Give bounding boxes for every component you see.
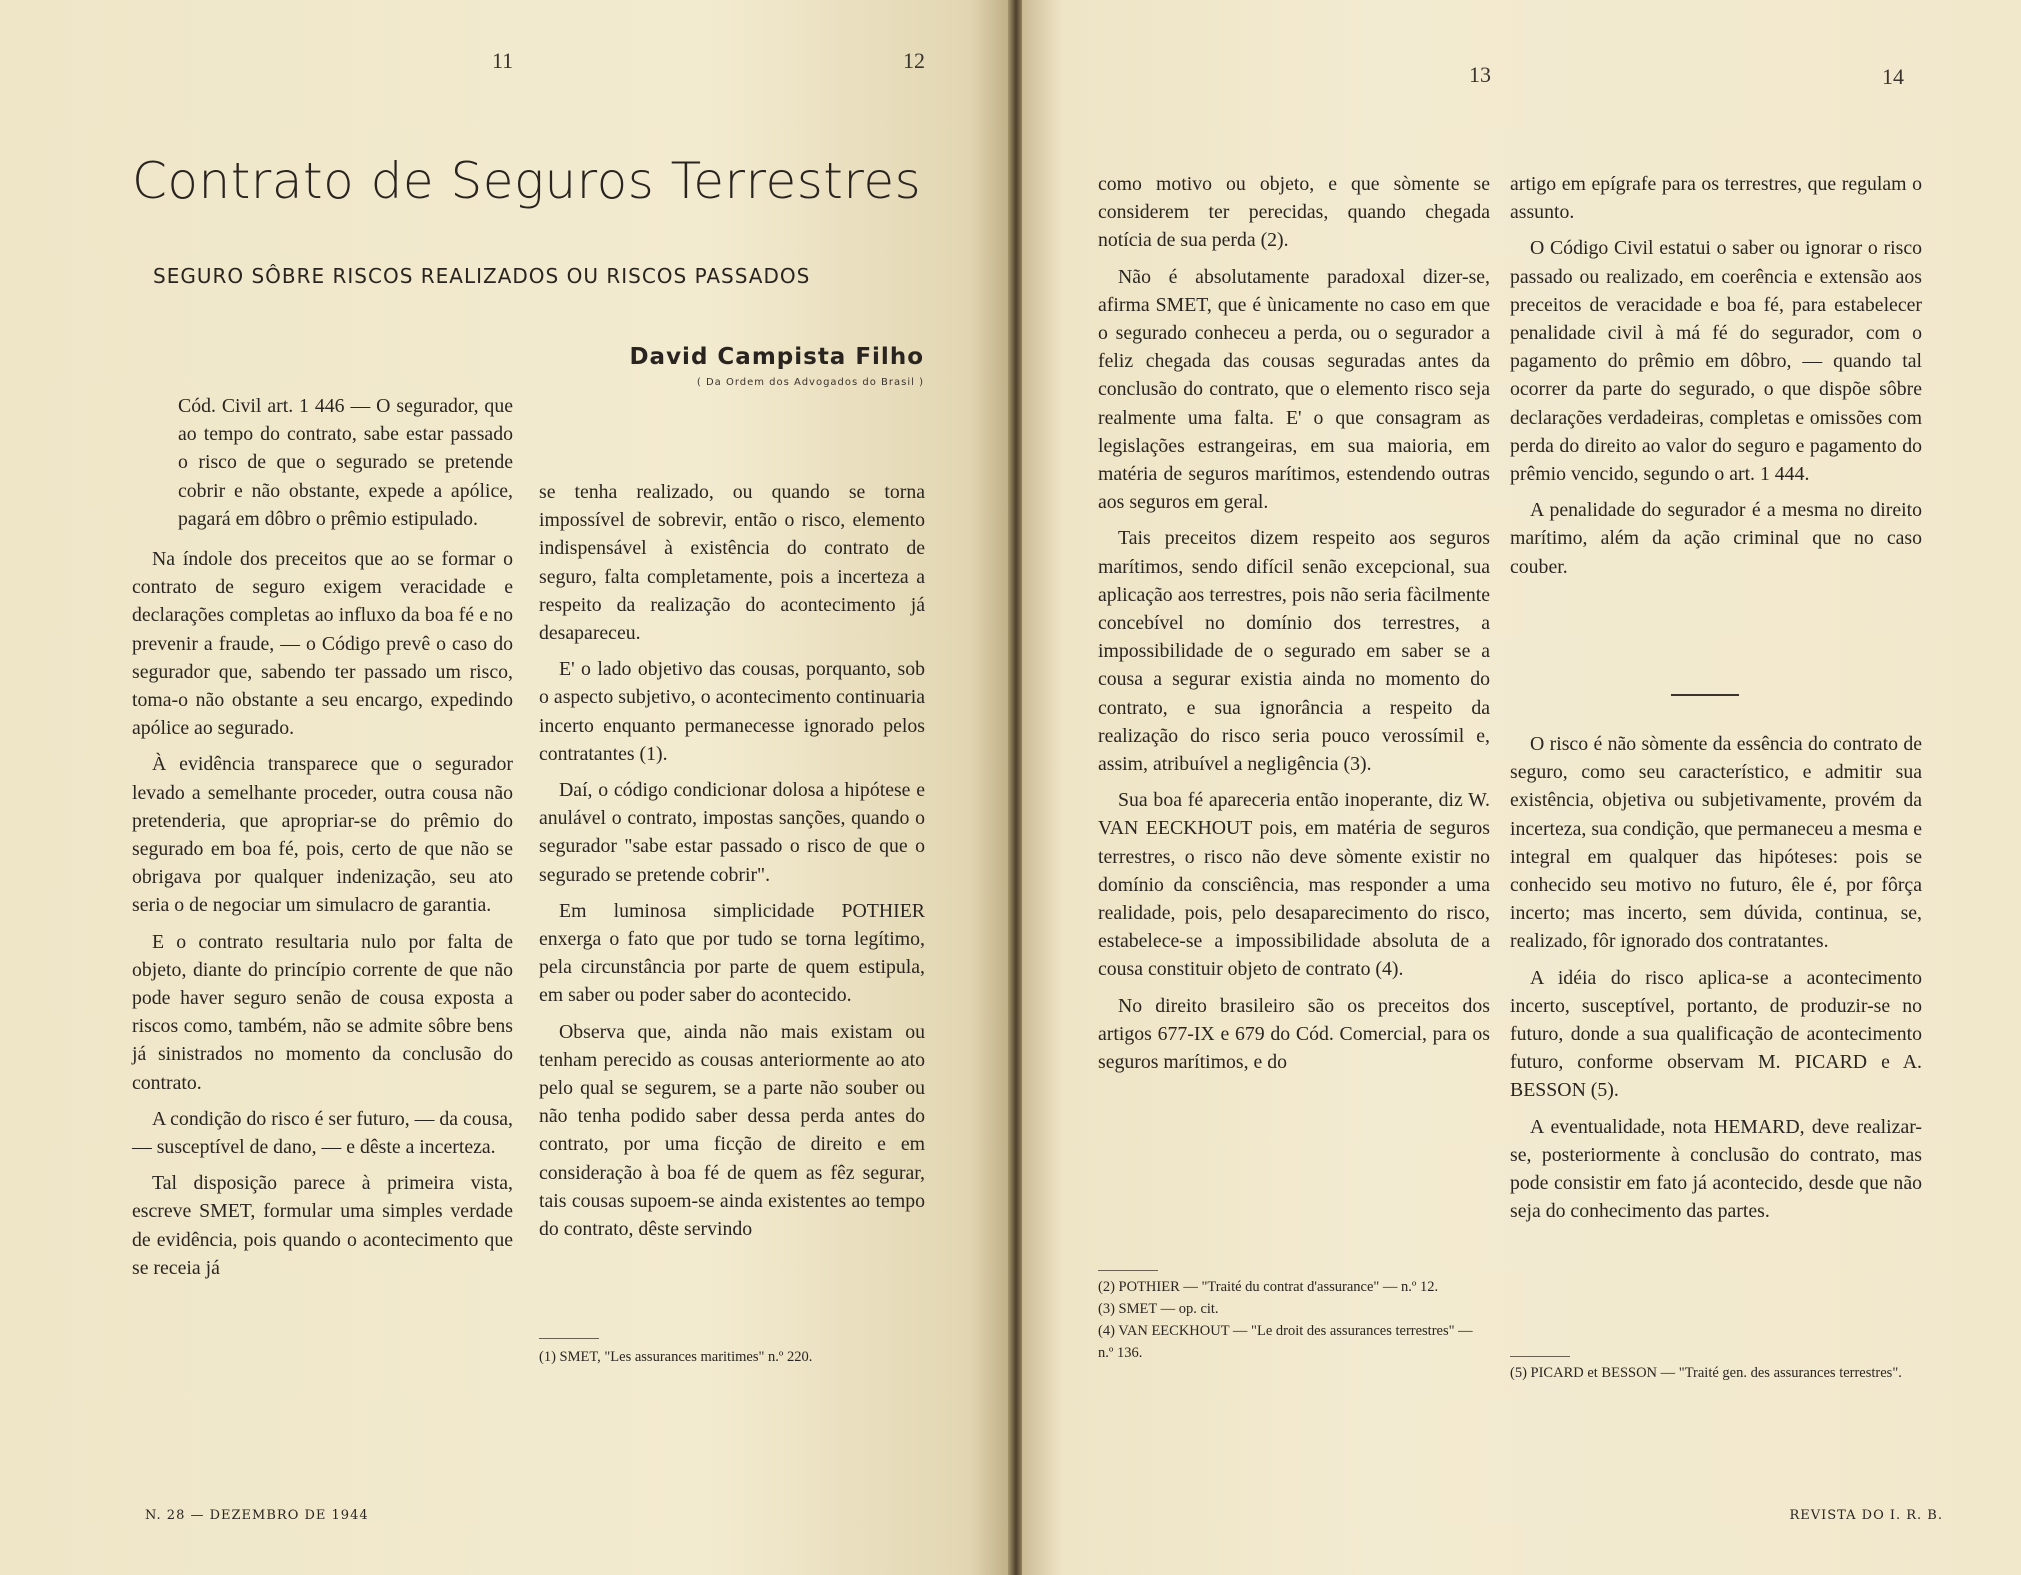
paragraph: O Código Civil estatui o saber ou ignorar o risco passado ou realizado, em coerência e extensão aos preceitos de veracidade e boa fé, para estabelecer penalidade civil à má fé do segurador, com o pagamento do prêmio em dôbro, — quando tal ocorrer da parte do segurado, o que dispõe sôbre declarações verdadeiras, completas e omissões com perda do direito ao valor do seguro e pagamento do prêmio vencido, segundo o art. 1 444. [1510,237,1922,486]
column-4-bottom [1510,730,1922,1225]
paragraph: O risco é não sòmente da essência do contrato de seguro, como seu característico, e admitir sua existência, objetiva ou subjetivamente, provém da incerteza, sua condição, que permaneceu a mesma e integral em qualquer das hipóteses: pois se conhecido seu motivo no futuro, êle é, por fôrça incerto; mas incerto, sem dúvida, continua, se, realizado, fôr ignorado dos contratantes. [1510,733,1922,953]
paragraph: Daí, o código condicionar dolosa a hipótese e anulável o contrato, impostas sanções, quando o segurador "sabe estar passado o risco de que o segurado se pretende cobrir". [539,779,925,886]
epigraph: Cód. Civil art. 1 446 — O segurador, que ao tempo do contrato, sabe estar passado o risco de que o segurado se pretende cobrir e não obstante, expede a apólice, pagará em dôbro o prêmio estipulado. [178,395,513,530]
right-page [1022,0,2021,1575]
paragraph: Sua boa fé apareceria então inoperante, diz W. VAN EECKHOUT pois, em matéria de seguros terrestres, o risco não deve sòmente existir no domínio da consciência, mas responder a uma realidade, pois, pelo desaparecimento do risco, estabelece-se a impossibilidade absoluta de a cousa constituir objeto de contrato (4). [1098,789,1490,981]
page-number-13: 13 [1469,62,1491,87]
footnotes-2-4: (2) POTHIER — "Traité du contrat d'assurance" — n.º 12. (3) SMET — op. cit. (4) VAN EECKHOUT — "Le droit des assurances terrestres" — n.º 136. [1098,1279,1473,1361]
section-separator [1671,694,1739,696]
author-affiliation: ( Da Ordem dos Advogados do Brasil ) [696,377,924,388]
paragraph: À evidência transparece que o segurador levado a semelhante proceder, outra cousa não pretenderia, que apropriar-se do prêmio do segurado em boa fé, pois, certo de que não se obrigava por qualquer indenização, seu ato seria o de negociar um simulacro de garantia. [132,753,513,917]
article-title: Contrato de Seguros Terrestres [132,152,922,210]
author-name: David Campista Filho [629,344,924,370]
paragraph: Observa que, ainda não mais existam ou tenham perecido as cousas anteriormente ao ato pelo qual se segurem, se a parte não souber ou não tenha podido saber dessa perda antes do contrato, por uma ficção de direito e em consideração à boa fé de quem as fêz segurar, tais cousas supoem-se ainda existentes ao tempo do contrato, dêste servindo [539,1020,925,1241]
paragraph: A condição do risco é ser futuro, — da cousa, — susceptível de dano, — e dêste a incerteza. [132,1107,513,1159]
paragraph: Não é absolutamente paradoxal dizer-se, afirma SMET, que é ùnicamente no caso em que o segurado conheceu a perda, ou o segurador a feliz chegada das cousas seguradas antes da conclusão do contrato, que o elemento risco seja realmente uma falta. E' o que consagram as legislações estrangeiras, em sua maioria, em matéria de seguros marítimos, estendendo outras aos seguros em geral. [1098,265,1490,514]
footnote-1: (1) SMET, "Les assurances maritimes" n.º 220. [539,1349,813,1365]
footnote-rule [539,1338,599,1339]
article-subtitle: SEGURO SÔBRE RISCOS REALIZADOS OU RISCOS PASSADOS [153,264,811,288]
paragraph: A eventualidade, nota HEMARD, deve realizar-se, posteriormente à conclusão do contrato, mas pode consistir em fato já acontecido, desde que não seja do conhecimento das partes. [1510,1115,1922,1223]
page-number-12: 12 [903,48,925,73]
paragraph: Tais preceitos dizem respeito aos seguros marítimos, sendo difícil senão excepcional, sua aplicação aos terrestres, pois não seria fàcilmente concebível no domínio dos terrestres, a impossibilidade de o segurado em saber se a cousa a segurar existia ainda no momento do contrato, e sua ignorância a respeito da realização do risco seria pouco verossímil e, assim, atribuível a negligência (3). [1098,527,1490,776]
footnote-rule [1510,1356,1570,1357]
paragraph: se tenha realizado, ou quando se torna impossível de sobrevir, então o risco, elemento indispensável à existência do contrato de seguro, falta completamente, pois a incerteza a respeito da realização do acontecimento já desapareceu. [539,481,925,645]
column-3 [1098,170,1490,1076]
page-number-14: 14 [1882,64,1904,89]
footer-issue: N. 28 — DEZEMBRO DE 1944 [145,1508,369,1523]
column-2 [539,478,925,1243]
paragraph: E' o lado objetivo das cousas, porquanto, sob o aspecto subjetivo, o acontecimento continuaria incerto enquanto permanecesse ignorado pelos contratantes (1). [539,658,925,765]
paragraph: como motivo ou objeto, e que sòmente se considerem ter perecidas, quando chegada notícia de sua perda (2). [1098,173,1490,252]
column-1 [132,392,513,1282]
footnote-rule [1098,1270,1158,1271]
paragraph: A idéia do risco aplica-se a acontecimento incerto, susceptível, portanto, de produzir-se no futuro, donde a sua qualificação de acontecimento futuro, conforme observam M. PICARD e A. BESSON (5). [1510,966,1922,1102]
footer-journal: REVISTA DO I. R. B. [1789,1508,1943,1523]
paragraph: E o contrato resultaria nulo por falta de objeto, diante do princípio corrente de que não pode haver seguro senão de cousa exposta a riscos como, também, não se admite sôbre bens já sinistrados no momento da conclusão do contrato. [132,930,513,1094]
paragraph: Na índole dos preceitos que ao se formar o contrato de seguro exigem veracidade e declarações completas ao influxo da boa fé e no prevenir a fraude, — o Código prevê o caso do segurador que, sabendo ter passado um risco, toma-o não obstante a seu encargo, expedindo apólice ao segurado. [132,548,513,740]
footnote-5: (5) PICARD et BESSON — "Traité gen. des assurances terrestres". [1510,1365,1902,1381]
paragraph: A penalidade do segurador é a mesma no direito marítimo, além da ação criminal que no caso couber. [1510,499,1922,578]
paragraph: No direito brasileiro são os preceitos dos artigos 677-IX e 679 do Cód. Comercial, para os seguros marítimos, e do [1098,994,1490,1074]
page-number-11: 11 [492,48,514,73]
left-page [0,0,1010,1575]
column-4-top [1510,170,1922,581]
paragraph: Tal disposição parece à primeira vista, escreve SMET, formular uma simples verdade de evidência, pois quando o acontecimento que se receia já [132,1172,513,1279]
paragraph: Em luminosa simplicidade POTHIER enxerga o fato que por tudo se torna legítimo, pela circunstância por parte de quem estipula, em saber ou poder saber do acontecido. [539,899,925,1007]
paragraph: artigo em epígrafe para os terrestres, que regulam o assunto. [1510,173,1922,224]
